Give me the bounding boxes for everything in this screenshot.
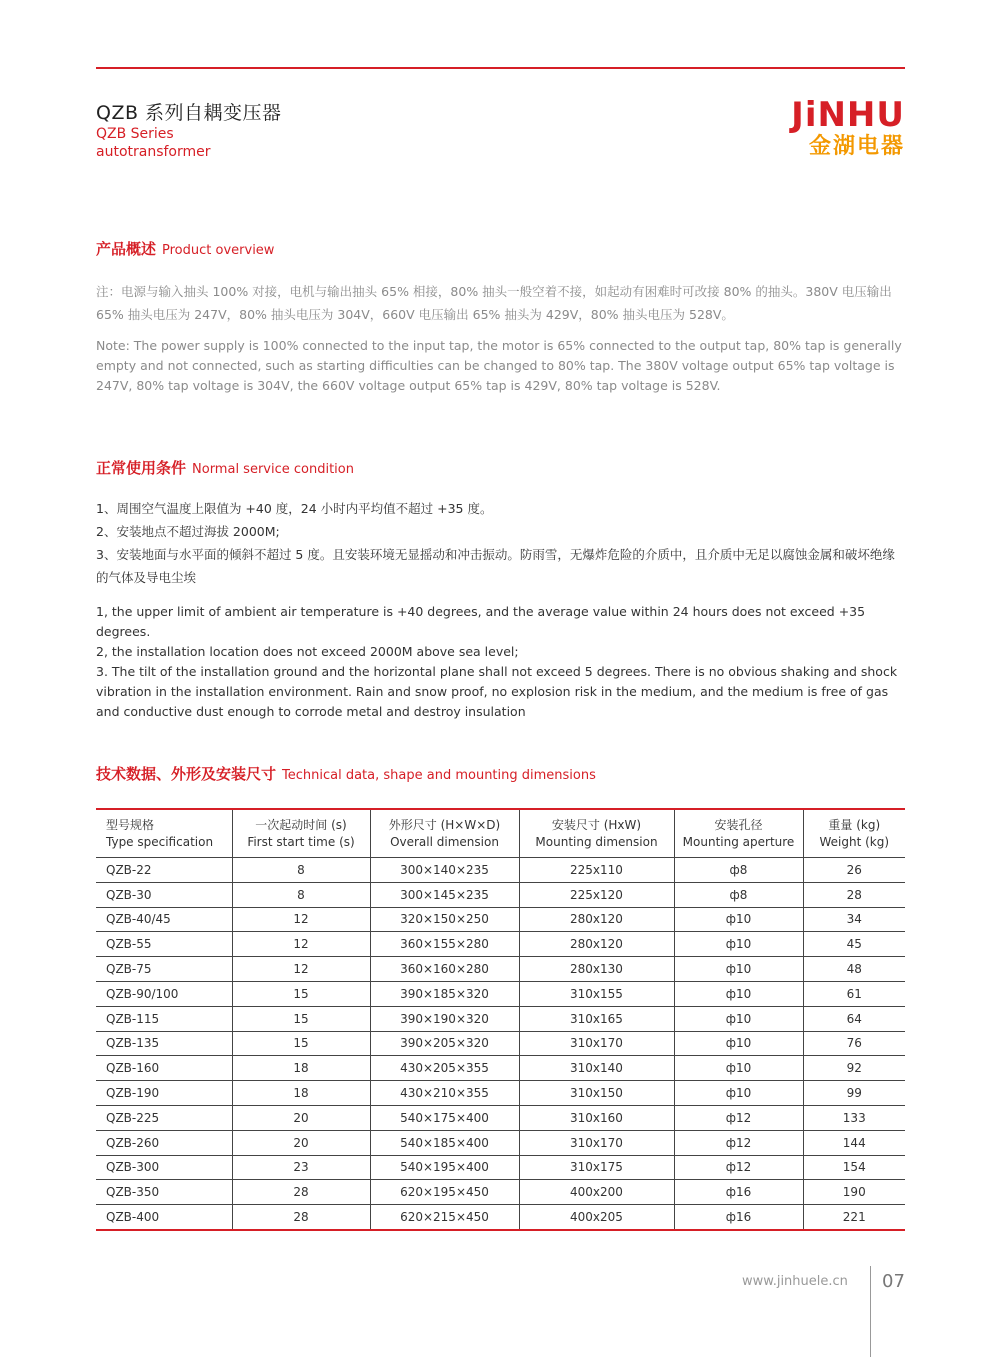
table-cell: 15 — [232, 981, 370, 1006]
table-row — [96, 1031, 905, 1056]
table-cell: 430×210×355 — [370, 1081, 519, 1106]
table-cell: 76 — [803, 1031, 905, 1056]
table-cell: 12 — [232, 932, 370, 957]
table-cell: 15 — [232, 1006, 370, 1031]
table-cell: ф12 — [674, 1155, 803, 1180]
spec-table-body — [96, 858, 905, 1230]
table-cell: 540×195×400 — [370, 1155, 519, 1180]
table-cell: QZB-160 — [96, 1056, 232, 1081]
table-cell: 12 — [232, 907, 370, 932]
table-cell: ф10 — [674, 1006, 803, 1031]
techdata-heading-en: Technical data, shape and mounting dimensions — [282, 768, 596, 783]
table-row — [96, 1205, 905, 1230]
table-cell: QZB-190 — [96, 1081, 232, 1106]
table-cell: ф10 — [674, 932, 803, 957]
table-cell: QZB-300 — [96, 1155, 232, 1180]
table-cell: 280x120 — [519, 932, 674, 957]
table-cell: 540×175×400 — [370, 1105, 519, 1130]
table-cell: 34 — [803, 907, 905, 932]
table-cell: 430×205×355 — [370, 1056, 519, 1081]
table-cell: QZB-115 — [96, 1006, 232, 1031]
table-cell: 133 — [803, 1105, 905, 1130]
top-rule — [96, 67, 905, 69]
column-header: 安装尺寸 (HxW) Mounting dimension — [519, 809, 674, 858]
table-cell: QZB-400 — [96, 1205, 232, 1230]
table-row — [96, 1130, 905, 1155]
footer-divider — [870, 1266, 871, 1357]
conditions-heading — [96, 457, 354, 478]
table-cell: 620×195×450 — [370, 1180, 519, 1205]
table-cell: 300×145×235 — [370, 882, 519, 907]
conditions-list-en — [96, 602, 905, 722]
table-cell: QZB-260 — [96, 1130, 232, 1155]
table-cell: 28 — [232, 1205, 370, 1230]
table-cell: QZB-55 — [96, 932, 232, 957]
table-cell: 390×190×320 — [370, 1006, 519, 1031]
table-cell: 280x120 — [519, 907, 674, 932]
column-header: 一次起动时间 (s) First start time (s) — [232, 809, 370, 858]
table-cell: QZB-22 — [96, 858, 232, 883]
table-cell: 400x205 — [519, 1205, 674, 1230]
table-row — [96, 1180, 905, 1205]
table-cell: 310x160 — [519, 1105, 674, 1130]
conditions-heading-en: Normal service condition — [192, 462, 354, 477]
table-cell: 92 — [803, 1056, 905, 1081]
table-cell: 310x170 — [519, 1031, 674, 1056]
table-cell: 310x140 — [519, 1056, 674, 1081]
table-cell: 310x165 — [519, 1006, 674, 1031]
table-cell: 190 — [803, 1180, 905, 1205]
table-cell: ф16 — [674, 1180, 803, 1205]
table-cell: 360×155×280 — [370, 932, 519, 957]
table-cell: QZB-225 — [96, 1105, 232, 1130]
table-cell: 20 — [232, 1130, 370, 1155]
table-cell: 28 — [232, 1180, 370, 1205]
table-cell: 26 — [803, 858, 905, 883]
table-cell: 12 — [232, 957, 370, 982]
table-cell: 15 — [232, 1031, 370, 1056]
table-cell: 400x200 — [519, 1180, 674, 1205]
table-cell: 18 — [232, 1081, 370, 1106]
conditions-heading-zh: 正常使用条件 — [96, 459, 187, 477]
table-cell: 310x155 — [519, 981, 674, 1006]
overview-heading — [96, 238, 274, 259]
table-cell: ф16 — [674, 1205, 803, 1230]
condition-item-zh: 1、周围空气温度上限值为 +40 度，24 小时内平均值不超过 +35 度。 — [96, 501, 493, 516]
table-row — [96, 981, 905, 1006]
table-cell: ф10 — [674, 957, 803, 982]
table-cell: ф10 — [674, 1056, 803, 1081]
table-row — [96, 1081, 905, 1106]
column-header: 重量 (kg) Weight (kg) — [803, 809, 905, 858]
table-cell: ф10 — [674, 907, 803, 932]
brand-logo-zh: 金湖电器 — [808, 134, 905, 159]
table-cell: 310x150 — [519, 1081, 674, 1106]
techdata-heading-zh: 技术数据、外形及安装尺寸 — [96, 765, 277, 783]
techdata-heading — [96, 763, 596, 784]
overview-heading-zh: 产品概述 — [96, 240, 157, 258]
condition-item-en: 2, the installation location does not exceed 2000M above sea level; — [96, 644, 519, 659]
column-header: 型号规格 Type specification — [96, 809, 232, 858]
table-cell: 390×205×320 — [370, 1031, 519, 1056]
conditions-list-zh — [96, 497, 905, 589]
table-cell: 320×150×250 — [370, 907, 519, 932]
table-cell: ф10 — [674, 981, 803, 1006]
table-cell: 20 — [232, 1105, 370, 1130]
table-row — [96, 932, 905, 957]
table-cell: ф8 — [674, 858, 803, 883]
spec-table — [96, 808, 905, 1231]
table-cell: QZB-90/100 — [96, 981, 232, 1006]
table-header-row — [96, 809, 905, 858]
table-cell: 45 — [803, 932, 905, 957]
table-cell: 154 — [803, 1155, 905, 1180]
page-title-en-line2: autotransformer — [96, 144, 211, 160]
condition-item-en: 1, the upper limit of ambient air temperature is +40 degrees, and the average value within 24 hours does not exceed +35 degrees. — [96, 604, 866, 639]
table-cell: QZB-30 — [96, 882, 232, 907]
condition-item-zh: 2、安装地点不超过海拔 2000M; — [96, 524, 280, 539]
table-cell: 225x120 — [519, 882, 674, 907]
table-row — [96, 957, 905, 982]
table-cell: 99 — [803, 1081, 905, 1106]
table-cell: 144 — [803, 1130, 905, 1155]
column-header: 安装孔径 Mounting aperture — [674, 809, 803, 858]
table-cell: 18 — [232, 1056, 370, 1081]
table-row — [96, 1006, 905, 1031]
table-cell: 540×185×400 — [370, 1130, 519, 1155]
table-row — [96, 907, 905, 932]
table-cell: 221 — [803, 1205, 905, 1230]
overview-note-en: Note: The power supply is 100% connected to the input tap, the motor is 65% connected to the output tap, 80% tap is generally empty and not connected, such as starting difficulties can be changed to 80% tap. The 380V voltage output 65% tap voltage is 247V, 80% tap voltage is 304V, the 660V voltage output 65% tap is 429V, 80% tap voltage is 528V. — [96, 338, 902, 393]
table-cell: 61 — [803, 981, 905, 1006]
page-title-en-line1: QZB Series — [96, 126, 174, 142]
brand-logo — [791, 95, 905, 160]
table-row — [96, 1056, 905, 1081]
table-cell: ф10 — [674, 1081, 803, 1106]
brand-logo-en: JiNHU — [791, 95, 905, 135]
table-cell: 23 — [232, 1155, 370, 1180]
table-cell: 310x175 — [519, 1155, 674, 1180]
condition-item-en: 3. The tilt of the installation ground and the horizontal plane shall not exceed 5 degrees. There is no obvious shaking and shock vibration in the installation environment. Rain and snow proof, no explosion risk in the medium, and the medium is free of gas and conductive dust enough to corrode metal and destroy insulation — [96, 664, 898, 719]
overview-heading-en: Product overview — [162, 243, 275, 258]
page-number: 07 — [882, 1271, 905, 1292]
table-cell: QZB-350 — [96, 1180, 232, 1205]
table-cell: 64 — [803, 1006, 905, 1031]
table-row — [96, 1105, 905, 1130]
table-cell: QZB-75 — [96, 957, 232, 982]
table-cell: ф12 — [674, 1130, 803, 1155]
table-cell: QZB-40/45 — [96, 907, 232, 932]
page-title-zh: QZB 系列自耦变压器 — [96, 102, 282, 124]
table-cell: ф12 — [674, 1105, 803, 1130]
table-cell: 8 — [232, 858, 370, 883]
table-cell: 48 — [803, 957, 905, 982]
table-row — [96, 858, 905, 883]
table-row — [96, 1155, 905, 1180]
table-cell: 390×185×320 — [370, 981, 519, 1006]
condition-item-zh: 3、安装地面与水平面的倾斜不超过 5 度。且安装环境无显摇动和冲击振动。防雨雪，无爆炸危险的介质中，且介质中无足以腐蚀金属和破坏绝缘的气体及导电尘埃 — [96, 547, 895, 585]
overview-note-zh: 注：电源与输入抽头 100% 对接，电机与输出抽头 65% 相接，80% 抽头一般空着不接，如起动有困难时可改接 80% 的抽头。380V 电压输出 65% 抽头电压为 247V，80% 抽头电压为 304V，660V 电压输出 65% 抽头为 429V，80% 抽头电压为 528V。 — [96, 284, 892, 322]
table-cell: ф10 — [674, 1031, 803, 1056]
table-cell: 310x170 — [519, 1130, 674, 1155]
table-cell: 225x110 — [519, 858, 674, 883]
column-header: 外形尺寸 (H×W×D) Overall dimension — [370, 809, 519, 858]
table-cell: 8 — [232, 882, 370, 907]
table-cell: 28 — [803, 882, 905, 907]
table-cell: 620×215×450 — [370, 1205, 519, 1230]
table-cell: 360×160×280 — [370, 957, 519, 982]
table-cell: 300×140×235 — [370, 858, 519, 883]
table-cell: 280x130 — [519, 957, 674, 982]
table-cell: ф8 — [674, 882, 803, 907]
footer-url: www.jinhuele.cn — [742, 1274, 848, 1289]
table-row — [96, 882, 905, 907]
table-cell: QZB-135 — [96, 1031, 232, 1056]
